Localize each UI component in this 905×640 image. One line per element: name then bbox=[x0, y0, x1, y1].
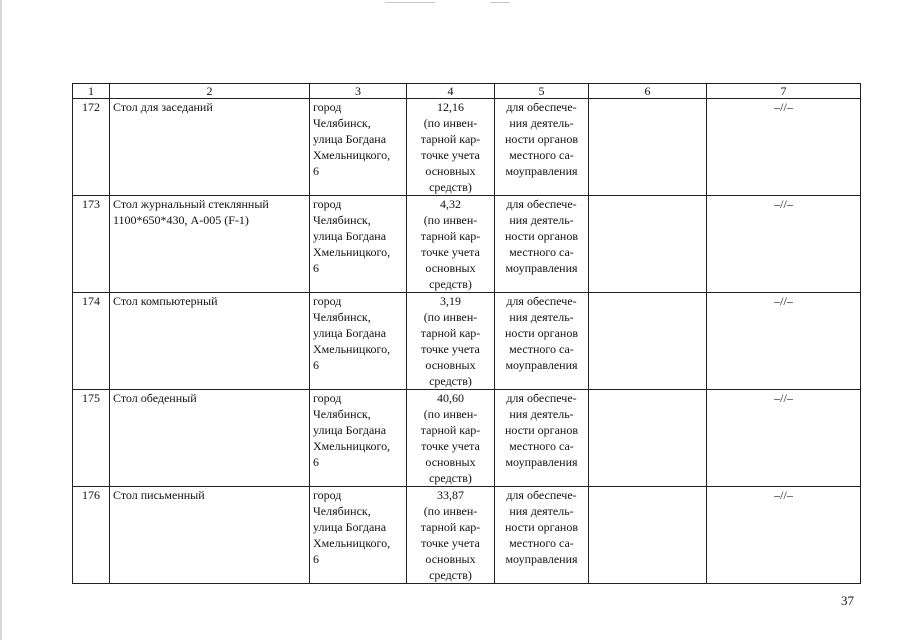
item-address: город Челябинск, улица Богдана Хмельницкого, 6 bbox=[310, 99, 407, 196]
column-header: 2 bbox=[110, 84, 310, 99]
item-value: 33,87 (по инвен- тарной кар- точке учета основных средств) bbox=[407, 487, 495, 584]
item-purpose: для обеспече- ния деятель- ности органов местного са- моуправления bbox=[495, 293, 589, 390]
item-name: Стол для заседаний bbox=[110, 99, 310, 196]
item-col6 bbox=[589, 293, 707, 390]
column-header: 7 bbox=[707, 84, 861, 99]
item-name: Стол журнальный стеклянный 1100*650*430, А-005 (F-1) bbox=[110, 196, 310, 293]
item-purpose: для обеспече- ния деятель- ности органов местного са- моуправления bbox=[495, 487, 589, 584]
item-number: 174 bbox=[73, 293, 110, 390]
item-col6 bbox=[589, 487, 707, 584]
item-purpose: для обеспече- ния деятель- ности органов местного са- моуправления bbox=[495, 196, 589, 293]
property-register-table bbox=[72, 83, 861, 584]
item-address: город Челябинск, улица Богдана Хмельницкого, 6 bbox=[310, 196, 407, 293]
item-value: 3,19 (по инвен- тарной кар- точке учета основных средств) bbox=[407, 293, 495, 390]
item-number: 175 bbox=[73, 390, 110, 487]
item-name: Стол письменный bbox=[110, 487, 310, 584]
table-row bbox=[73, 487, 861, 584]
column-header: 5 bbox=[495, 84, 589, 99]
scan-edge-line bbox=[0, 0, 2, 640]
item-value: 40,60 (по инвен- тарной кар- точке учета основных средств) bbox=[407, 390, 495, 487]
table-row bbox=[73, 293, 861, 390]
item-address: город Челябинск, улица Богдана Хмельницкого, 6 bbox=[310, 293, 407, 390]
item-ditto-mark: –//– bbox=[707, 99, 861, 196]
item-purpose: для обеспече- ния деятель- ности органов местного са- моуправления bbox=[495, 390, 589, 487]
item-col6 bbox=[589, 99, 707, 196]
item-address: город Челябинск, улица Богдана Хмельницкого, 6 bbox=[310, 487, 407, 584]
item-purpose: для обеспече- ния деятель- ности органов местного са- моуправления bbox=[495, 99, 589, 196]
column-header: 4 bbox=[407, 84, 495, 99]
column-header: 3 bbox=[310, 84, 407, 99]
table-row bbox=[73, 390, 861, 487]
item-col6 bbox=[589, 390, 707, 487]
item-ditto-mark: –//– bbox=[707, 293, 861, 390]
item-value: 4,32 (по инвен- тарной кар- точке учета основных средств) bbox=[407, 196, 495, 293]
item-col6 bbox=[589, 196, 707, 293]
item-number: 176 bbox=[73, 487, 110, 584]
item-value: 12,16 (по инвен- тарной кар- точке учета основных средств) bbox=[407, 99, 495, 196]
item-ditto-mark: –//– bbox=[707, 390, 861, 487]
item-address: город Челябинск, улица Богдана Хмельницкого, 6 bbox=[310, 390, 407, 487]
column-header: 6 bbox=[589, 84, 707, 99]
column-number-header-row bbox=[73, 84, 861, 99]
item-number: 172 bbox=[73, 99, 110, 196]
item-ditto-mark: –//– bbox=[707, 487, 861, 584]
table-row bbox=[73, 99, 861, 196]
page-number: 37 bbox=[841, 593, 854, 608]
table-row bbox=[73, 196, 861, 293]
item-name: Стол компьютерный bbox=[110, 293, 310, 390]
column-header: 1 bbox=[73, 84, 110, 99]
item-ditto-mark: –//– bbox=[707, 196, 861, 293]
item-number: 173 bbox=[73, 196, 110, 293]
scan-artifact bbox=[385, 2, 435, 3]
item-name: Стол обеденный bbox=[110, 390, 310, 487]
scan-artifact bbox=[490, 2, 510, 3]
